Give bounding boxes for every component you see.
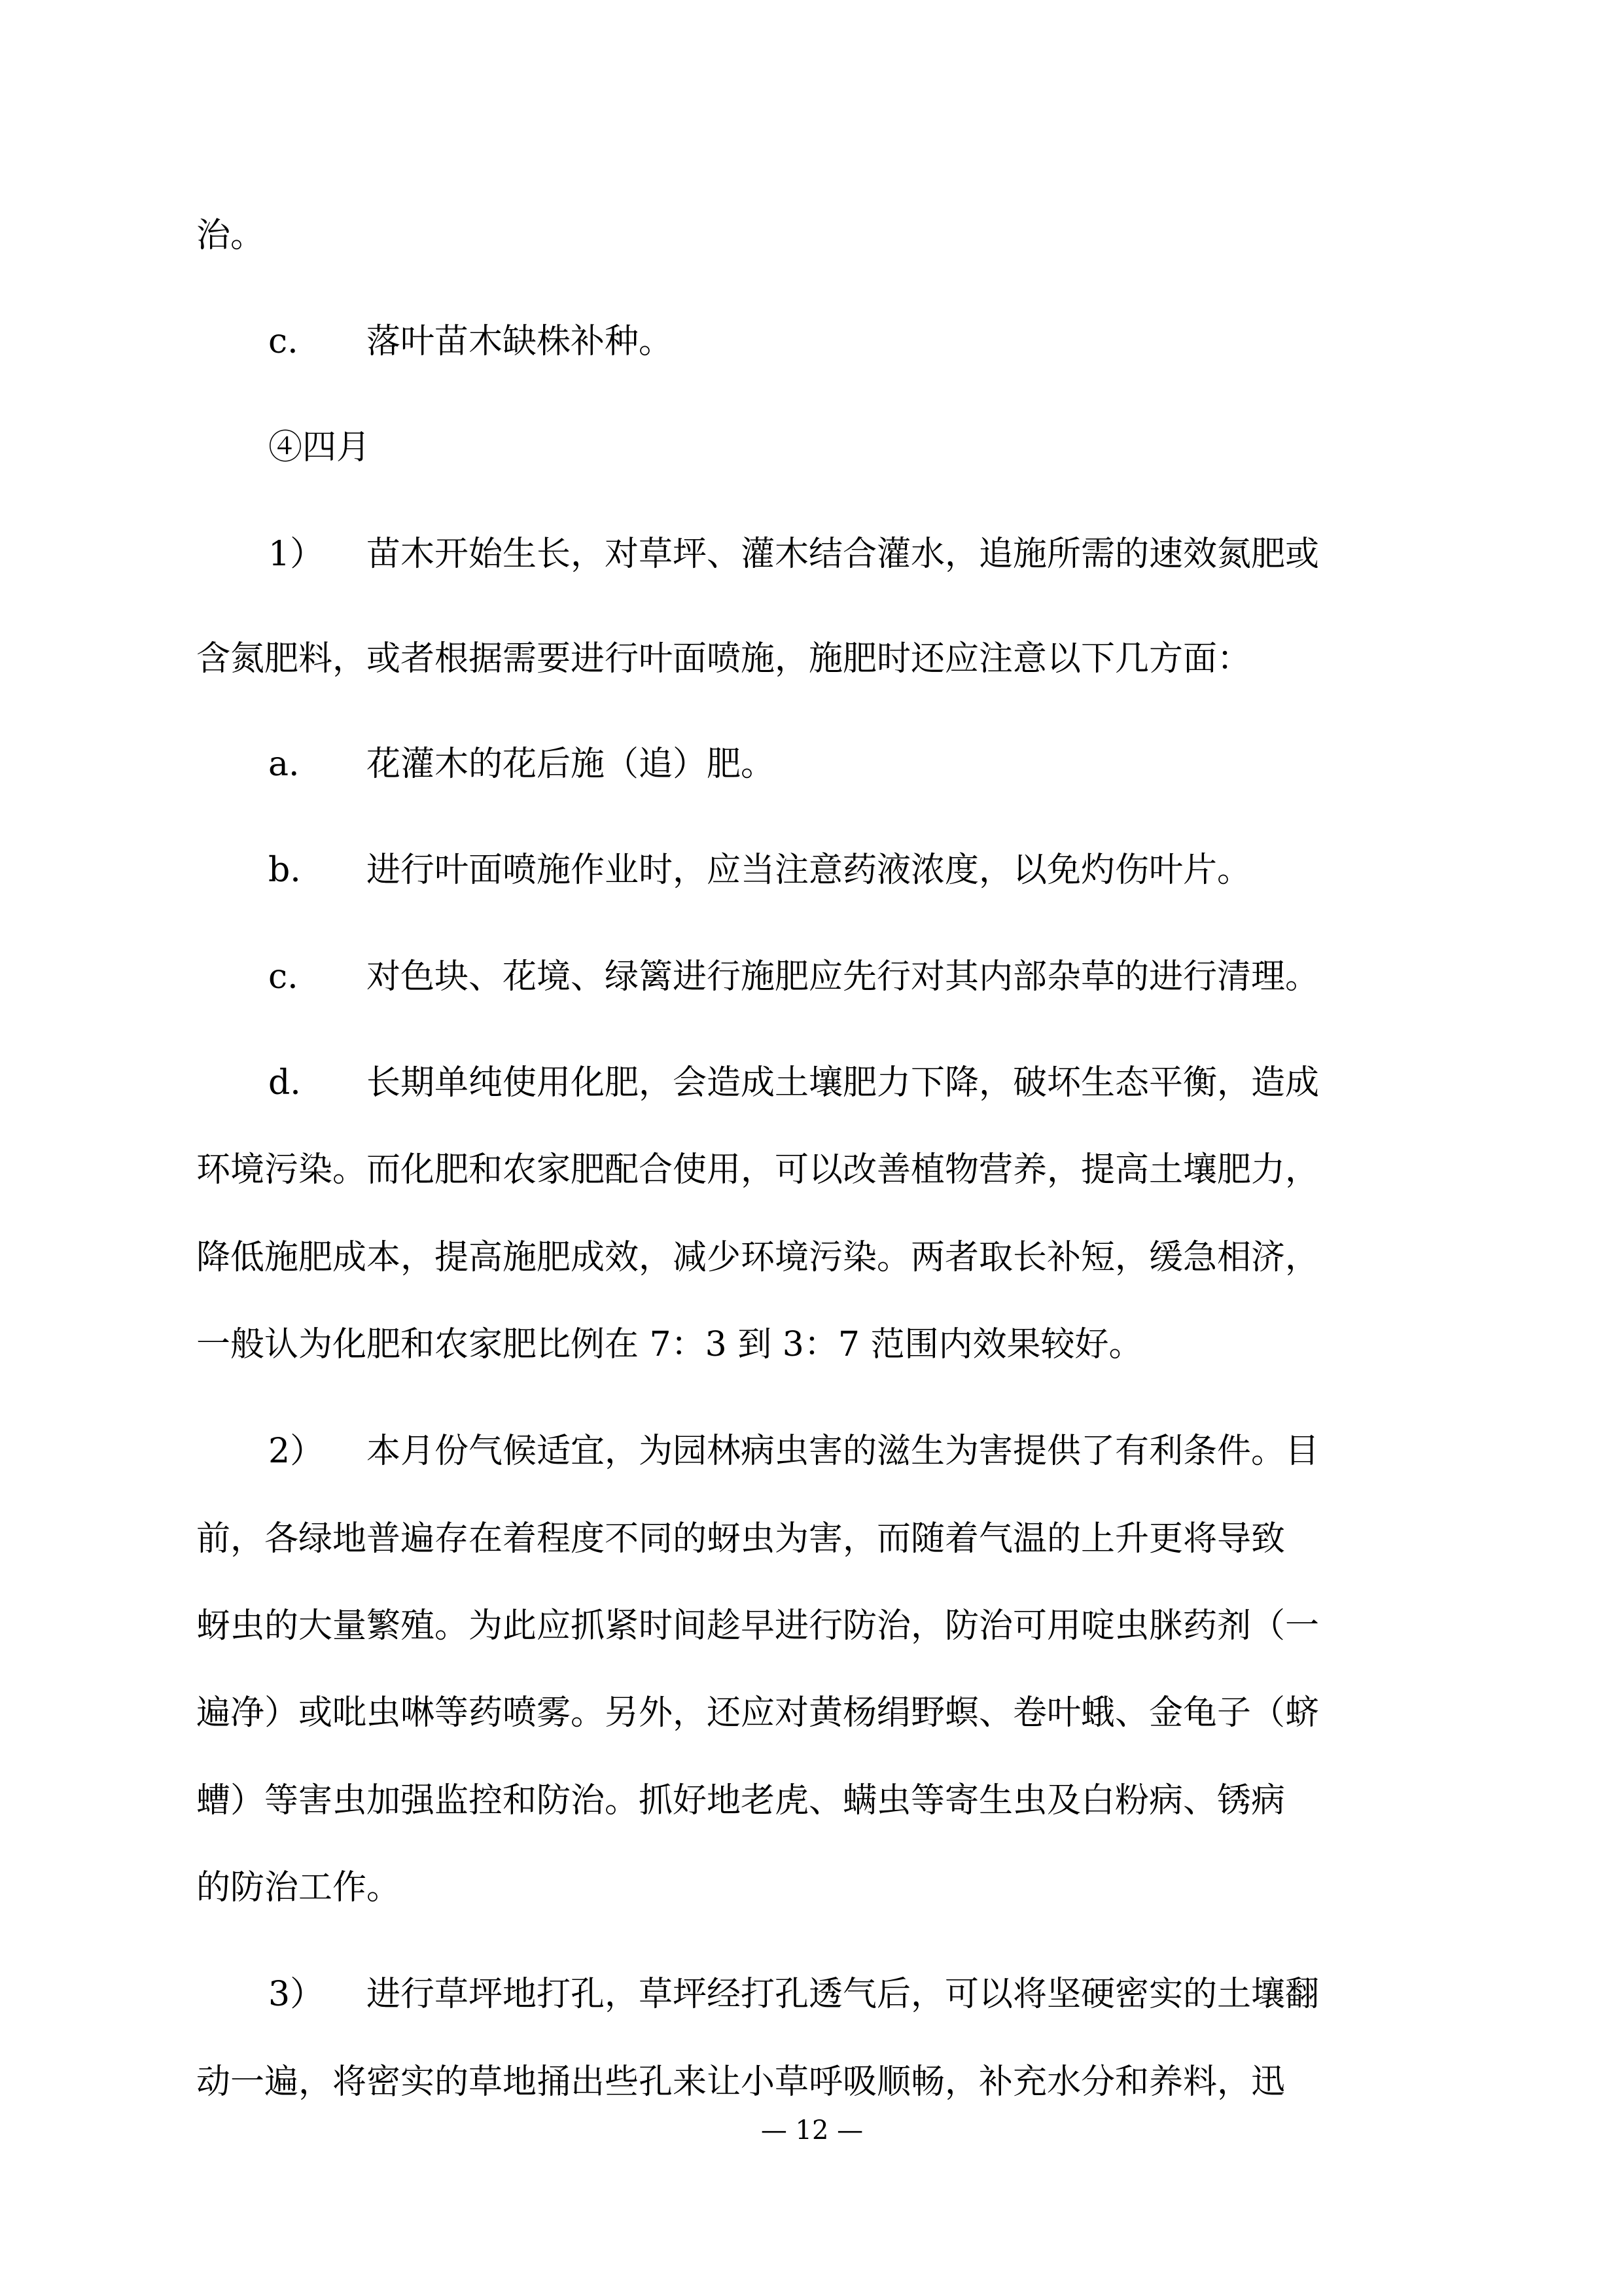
list-item-c: c. 落叶苗木缺株补种。 — [268, 322, 673, 361]
list-item-c: c. 对色块、花境、绿篱进行施肥应先行对其内部杂草的进行清理。 — [268, 957, 1320, 997]
list-item-b: b. 进行叶面喷施作业时，应当注意药液浓度，以免灼伤叶片。 — [268, 851, 1252, 890]
list-item-d: d. 长期单纯使用化肥，会造成土壤肥力下降，破坏生态平衡，造成 — [268, 1063, 1320, 1103]
text-line: 环境污染。而化肥和农家肥配合使用，可以改善植物营养，提高土壤肥力， — [196, 1150, 1320, 1190]
text-line: 遍净）或吡虫啉等药喷雾。另外，还应对黄杨绢野螟、卷叶蛾、金龟子（蛴 — [196, 1693, 1320, 1733]
text-line: 降低施肥成本，提高施肥成效，减少环境污染。两者取长补短，缓急相济， — [196, 1238, 1320, 1277]
list-item-1: 1） 苗木开始生长，对草坪、灌木结合灌水，追施所需的速效氮肥或 — [268, 535, 1320, 574]
list-item-2: 2） 本月份气候适宜，为园林病虫害的滋生为害提供了有利条件。目 — [268, 1432, 1320, 1471]
list-item-a: a. 花灌木的花后施（追）肥。 — [268, 745, 775, 784]
text-line: 一般认为化肥和农家肥比例在 7：3 到 3：7 范围内效果较好。 — [196, 1325, 1143, 1364]
text-line: 螬）等害虫加强监控和防治。抓好地老虎、螨虫等寄生虫及白粉病、锈病 — [196, 1781, 1286, 1820]
text-line: 动一遍，将密实的草地捅出些孔来让小草呼吸顺畅，补充水分和养料，迅 — [196, 2062, 1286, 2102]
section-heading-april: ④四月 — [268, 428, 371, 467]
text-line: 前，各绿地普遍存在着程度不同的蚜虫为害，而随着气温的上升更将导致 — [196, 1519, 1286, 1559]
list-item-3: 3） 进行草坪地打孔，草坪经打孔透气后，可以将坚硬密实的土壤翻 — [268, 1975, 1320, 2014]
page-number: — 12 — — [760, 2115, 864, 2146]
text-line: 蚜虫的大量繁殖。为此应抓紧时间趁早进行防治，防治可用啶虫脒药剂（一 — [196, 1606, 1320, 1646]
text-line: 含氮肥料，或者根据需要进行叶面喷施，施肥时还应注意以下几方面： — [196, 639, 1252, 679]
text-line: 治。 — [196, 216, 265, 255]
text-line: 的防治工作。 — [196, 1868, 401, 1907]
